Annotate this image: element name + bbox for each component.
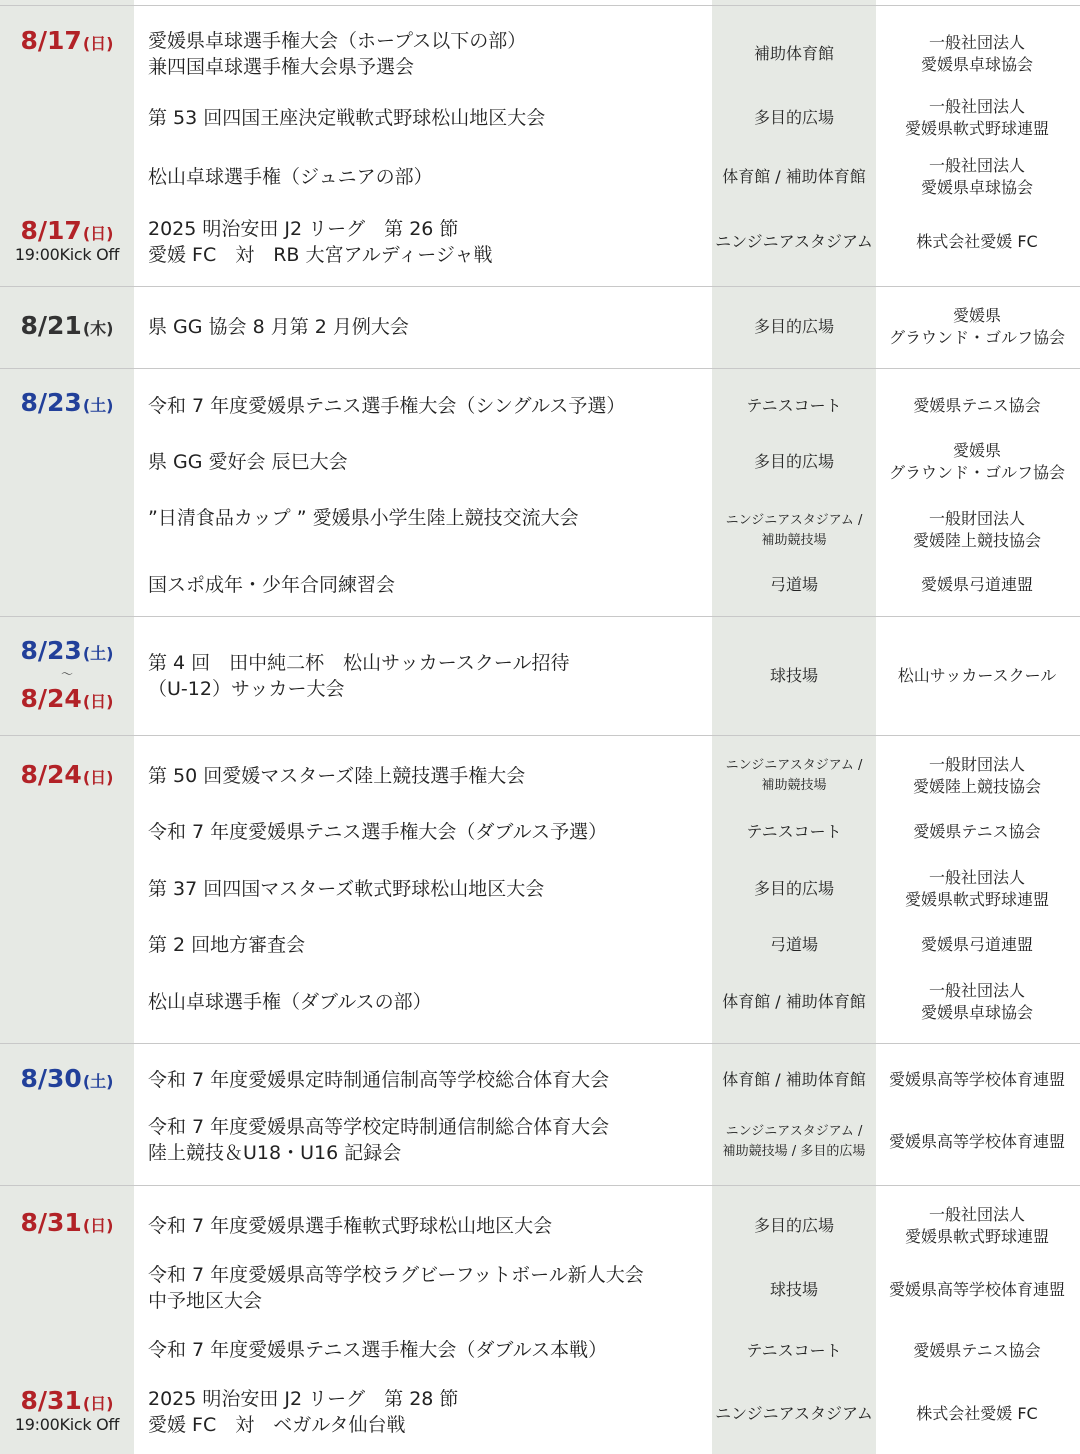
venue: 球技場 bbox=[769, 1280, 818, 1299]
group-separator bbox=[0, 5, 1080, 6]
event-name: 県 GG 協会 8 月第 2 月例大会 bbox=[148, 316, 409, 338]
event-name: 第 4 回 田中純二杯 松山サッカースクール招待 （U-12）サッカー大会 bbox=[148, 652, 570, 700]
date-monthday: 8/30 bbox=[20, 1064, 82, 1093]
venue: 体育館 / 補助体育館 bbox=[722, 992, 866, 1011]
organizer: 愛媛県 グラウンド・ゴルフ協会 bbox=[888, 306, 1065, 347]
date-label bbox=[0, 313, 134, 338]
event-name: 第 50 回愛媛マスターズ陸上競技選手権大会 bbox=[148, 765, 526, 787]
venue: ニンジニアスタジアム / 補助競技場 / 多目的広場 bbox=[722, 1124, 866, 1159]
date-weekday: (日) bbox=[82, 224, 114, 243]
event-name: 2025 明治安田 J2 リーグ 第 28 節 愛媛 FC 対 ベガルタ仙台戦 bbox=[148, 1388, 459, 1436]
event-name: 県 GG 愛好会 辰巳大会 bbox=[148, 451, 348, 473]
venue: 弓道場 bbox=[769, 935, 818, 954]
event-name: 愛媛県卓球選手権大会（ホープス以下の部） 兼四国卓球選手権大会県予選会 bbox=[148, 30, 527, 78]
date-weekday: (日) bbox=[82, 34, 114, 53]
date-weekday: (土) bbox=[82, 644, 114, 663]
event-name: 令和 7 年度愛媛県テニス選手権大会（ダブルス予選） bbox=[148, 821, 608, 843]
kickoff-time: 19:00Kick Off bbox=[14, 245, 120, 264]
date-label bbox=[0, 28, 134, 53]
date-label bbox=[0, 1210, 134, 1235]
event-name: 令和 7 年度愛媛県高等学校ラグビーフットボール新人大会 中予地区大会 bbox=[148, 1264, 644, 1312]
organizer: 一般社団法人 愛媛県軟式野球連盟 bbox=[904, 1205, 1049, 1246]
event-name: 松山卓球選手権（ダブルスの部） bbox=[148, 991, 432, 1013]
event-name: 松山卓球選手権（ジュニアの部） bbox=[148, 166, 433, 188]
group-separator bbox=[0, 286, 1080, 287]
kickoff-time: 19:00Kick Off bbox=[14, 1415, 120, 1434]
organizer: 株式会社愛媛 FC bbox=[916, 232, 1038, 251]
date-weekday: (土) bbox=[82, 1072, 114, 1091]
organizer: 一般財団法人 愛媛陸上競技協会 bbox=[912, 755, 1041, 796]
date-label bbox=[0, 390, 134, 415]
organizer: 一般社団法人 愛媛県卓球協会 bbox=[920, 33, 1033, 74]
date-monthday: 8/31 bbox=[20, 1208, 82, 1237]
venue: 体育館 / 補助体育館 bbox=[722, 1070, 866, 1089]
venue: 多目的広場 bbox=[753, 108, 834, 127]
date-monthday: 8/24 bbox=[20, 684, 82, 713]
date-label bbox=[0, 686, 134, 711]
event-name: 第 37 回四国マスターズ軟式野球松山地区大会 bbox=[148, 878, 545, 900]
organizer: 愛媛県テニス協会 bbox=[913, 1341, 1041, 1360]
date-weekday: (日) bbox=[82, 1216, 114, 1235]
venue: ニンジニアスタジアム bbox=[715, 232, 873, 251]
event-name: 第 2 回地方審査会 bbox=[148, 934, 306, 956]
date-weekday: (日) bbox=[82, 1394, 114, 1413]
venue: ニンジニアスタジアム bbox=[715, 1404, 873, 1423]
venue: 多目的広場 bbox=[753, 452, 834, 471]
venue: 球技場 bbox=[769, 666, 818, 685]
date-weekday: (日) bbox=[82, 768, 114, 787]
date-monthday: 8/24 bbox=[20, 760, 82, 789]
event-name: 令和 7 年度愛媛県テニス選手権大会（シングルス予選） bbox=[148, 395, 626, 417]
event-name: 令和 7 年度愛媛県テニス選手権大会（ダブルス本戦） bbox=[148, 1339, 608, 1361]
date-weekday: (日) bbox=[82, 692, 114, 711]
date-weekday: (土) bbox=[82, 396, 114, 415]
organizer: 愛媛県高等学校体育連盟 bbox=[888, 1070, 1065, 1089]
event-name: 令和 7 年度愛媛県定時制通信制高等学校総合体育大会 bbox=[148, 1069, 610, 1091]
organizer: 一般社団法人 愛媛県軟式野球連盟 bbox=[904, 97, 1049, 138]
organizer: 愛媛県テニス協会 bbox=[913, 822, 1041, 841]
date-monthday: 8/23 bbox=[20, 388, 82, 417]
date-monthday: 8/21 bbox=[20, 311, 82, 340]
venue: 体育館 / 補助体育館 bbox=[722, 167, 866, 186]
event-name: 第 53 回四国王座決定戦軟式野球松山地区大会 bbox=[148, 107, 546, 129]
date-monthday: 8/17 bbox=[20, 26, 82, 55]
organizer: 愛媛県テニス協会 bbox=[913, 396, 1041, 415]
group-separator bbox=[0, 368, 1080, 369]
date-monthday: 8/17 bbox=[20, 216, 82, 245]
event-name: ”日清食品カップ ” 愛媛県小学生陸上競技交流大会 bbox=[148, 507, 579, 529]
organizer: 愛媛県高等学校体育連盟 bbox=[888, 1132, 1065, 1151]
date-monthday: 8/31 bbox=[20, 1386, 82, 1415]
group-separator bbox=[0, 616, 1080, 617]
organizer: 愛媛県弓道連盟 bbox=[920, 575, 1033, 594]
organizer: 一般社団法人 愛媛県卓球協会 bbox=[920, 156, 1033, 197]
organizer: 一般財団法人 愛媛陸上競技協会 bbox=[912, 509, 1041, 550]
group-separator bbox=[0, 1043, 1080, 1044]
event-name: 令和 7 年度愛媛県選手権軟式野球松山地区大会 bbox=[148, 1215, 553, 1237]
organizer: 愛媛県弓道連盟 bbox=[920, 935, 1033, 954]
event-name: 令和 7 年度愛媛県高等学校定時制通信制総合体育大会 陸上競技＆U18・U16 記録会 bbox=[148, 1116, 610, 1164]
date-label bbox=[0, 1388, 134, 1433]
organizer: 松山サッカースクール bbox=[897, 666, 1057, 685]
date-monthday: 8/23 bbox=[20, 636, 82, 665]
venue: 多目的広場 bbox=[753, 317, 834, 336]
date-label bbox=[0, 218, 134, 263]
event-name: 国スポ成年・少年合同練習会 bbox=[148, 574, 396, 596]
venue: ニンジニアスタジアム / 補助競技場 bbox=[725, 513, 863, 548]
organizer: 一般社団法人 愛媛県軟式野球連盟 bbox=[904, 868, 1049, 909]
group-separator bbox=[0, 735, 1080, 736]
venue: 多目的広場 bbox=[753, 1216, 834, 1235]
date-label bbox=[0, 1066, 134, 1091]
venue: テニスコート bbox=[746, 1341, 842, 1360]
venue: 弓道場 bbox=[769, 575, 818, 594]
venue: テニスコート bbox=[746, 396, 842, 415]
organizer: 一般社団法人 愛媛県卓球協会 bbox=[920, 981, 1033, 1022]
venue: 多目的広場 bbox=[753, 879, 834, 898]
venue: テニスコート bbox=[746, 822, 842, 841]
date-range-tilde: 〜 bbox=[60, 667, 73, 681]
organizer: 愛媛県高等学校体育連盟 bbox=[888, 1280, 1065, 1299]
date-label bbox=[0, 638, 134, 663]
date-label bbox=[0, 762, 134, 787]
group-separator bbox=[0, 1185, 1080, 1186]
venue: 補助体育館 bbox=[753, 44, 834, 63]
organizer: 愛媛県 グラウンド・ゴルフ協会 bbox=[888, 441, 1065, 482]
event-name: 2025 明治安田 J2 リーグ 第 26 節 愛媛 FC 対 RB 大宮アルディージャ戦 bbox=[148, 218, 493, 266]
venue: ニンジニアスタジアム / 補助競技場 bbox=[725, 758, 863, 793]
date-weekday: (木) bbox=[82, 319, 114, 338]
organizer: 株式会社愛媛 FC bbox=[916, 1404, 1038, 1423]
